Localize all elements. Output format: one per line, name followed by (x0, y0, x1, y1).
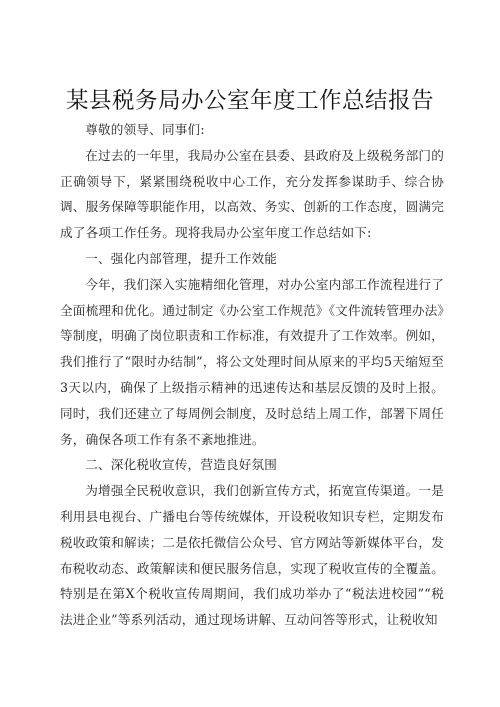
section-2-paragraph: 为增强全民税收意识，我们创新宣传方式，拓宽宣传渠道。一是利用县电视台、广播电台等传统媒体，开设税收知识专栏，定期发布税收政策和解读；二是依托微信公众号、官方网站等新媒体平台，发布税收动态、政策解读和便民服务信息，实现了税收宣传的全覆盖。特别是在第X个税收宣传周期间，我们成功举办了“税法进校园”“税法进企业”等系列活动，通过现场讲解、互动问答等形式，让税收知 (60, 483, 444, 628)
section-heading-1: 一、强化内部管理，提升工作效能 (85, 250, 278, 266)
section-heading-2: 二、深化税收宣传，营造良好氛围 (85, 457, 278, 473)
greeting-paragraph: 尊敬的领导、同事们: (85, 122, 205, 137)
intro-paragraph: 在过去的一年里，我局办公室在县委、县政府及上级税务部门的正确领导下，紧紧围绕税收中心工作，充分发挥参谋助手、综合协调、服务保障等职能作用，以高效、务实、创新的工作态度，圆满完成了各项工作任务。现将我局办公室年度工作总结如下: (60, 147, 444, 241)
document-title: 某县税务局办公室年度工作总结报告 (65, 88, 434, 114)
document-body (60, 117, 444, 633)
section-1-paragraph: 今年，我们深入实施精细化管理，对办公室内部工作流程进行了全面梳理和优化。通过制定《办公室工作规范》《文件流转管理办法》等制度，明确了岗位职责和工作标准，有效提升了工作效率。例如，我们推行了“限时办结制”，将公文处理时间从原来的平均5天缩短至3天以内，确保了上级指示精神的迅速传达和基层反馈的及时上报。同时，我们还建立了每周例会制度，及时总结上周工作，部署下周任务，确保各项工作有条不紊地推进。 (60, 276, 445, 447)
